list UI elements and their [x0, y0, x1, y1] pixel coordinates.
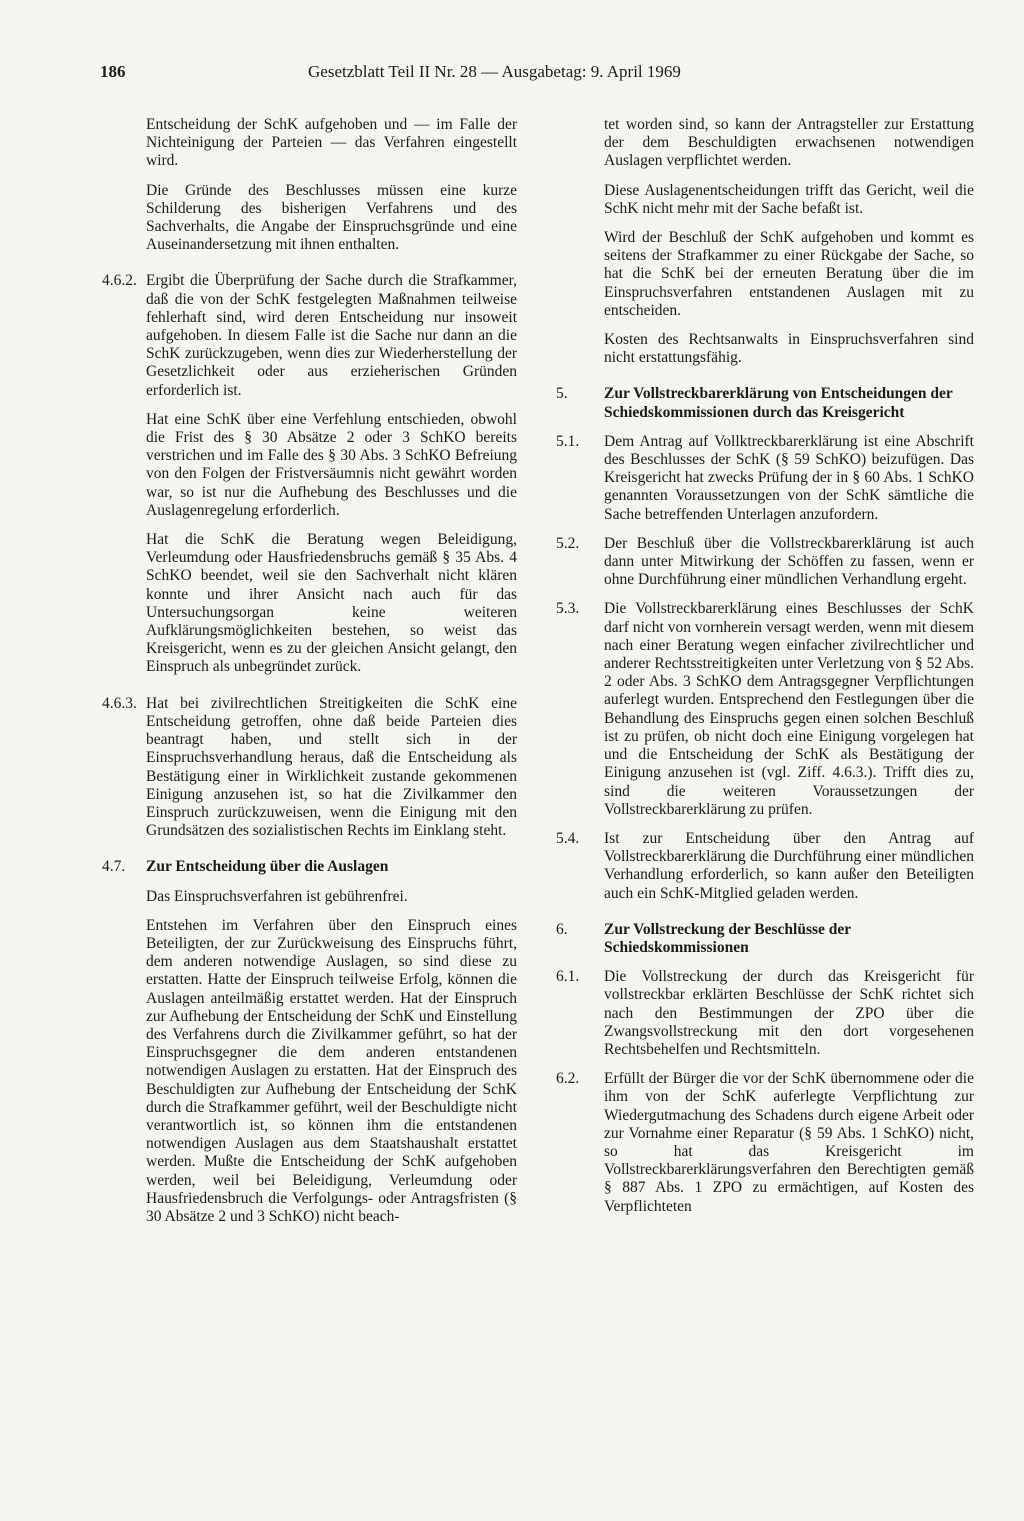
section-heading: Zur Vollstreckbarerklärung von Entscheidungen der Schiedskommissionen durch das Kreisgericht [604, 385, 953, 421]
section-number: 5.2. [556, 534, 580, 552]
section-5-1 [556, 433, 974, 524]
section-6 [556, 921, 974, 957]
paragraph: Entstehen im Verfahren über den Einspruch eines Beteiligten, der zur Zurückweisung des Einspruchs führt, dem anderen notwendige Auslagen, so sind diese zu erstatten. Hatte der Einspruch teilweise Erfolg, können die Auslagen anteilmäßig erstattet werden. Hat der Einspruch zur Aufhebung der Entscheidung der SchK und Einstellung des Verfahrens durch die Zivilkammer geführt, so hat der Einspruchsgegner die dem anderen entstandenen notwendigen Auslagen zu erstatten. Hat der Einspruch des Beschuldigten zur Aufhebung der Entscheidung der SchK durch die Strafkammer geführt, weil der Beschuldigte nicht verantwortlich ist, so können ihm die entstandenen notwendigen Auslagen aus dem Staatshaushalt erstattet werden. Mußte die Entscheidung der SchK aufgehoben werden, weil bei Beleidigung, Verleumdung oder Hausfriedensbruch die Verfolgungs- oder Antragsfristen (§ 30 Absätze 2 und 3 SchKO) nicht beach- [146, 916, 517, 1225]
section-5-4 [556, 830, 974, 903]
gazette-title: Gesetzblatt Teil II Nr. 28 — Ausgabetag: 9. April 1969 [308, 62, 681, 81]
paragraph: Wird der Beschluß der SchK aufgehoben und kommt es seitens der Strafkammer zu einer Rückgabe der Sache, so hat die SchK bei der erneuten Beratung über die im Einspruchsverfahren entstandenen Auslagen mit zu entscheiden. [604, 229, 974, 319]
page-header [100, 62, 780, 82]
paragraph: Entscheidung der SchK aufgehoben und — im Falle der Nichteinigung der Parteien — das Verfahren eingestellt wird. [146, 116, 517, 170]
page-number: 186 [100, 62, 126, 81]
paragraph: Hat bei zivilrechtlichen Streitigkeiten die SchK eine Entscheidung getroffen, ohne daß beide Parteien dies beantragt haben, und stellt sich in der Einspruchsverhandlung heraus, daß die Entscheidung als Bestätigung einer in Wirklichkeit zustande gekommenen Einigung anzusehen ist, so hat die Zivilkammer den Einspruch zurückzuweisen, wenn die Einigung mit den Grundsätzen des sozialistischen Rechts im Einklang steht. [146, 694, 517, 840]
section-number: 6.2. [556, 1070, 580, 1088]
section-4-6-2 [102, 272, 517, 676]
section-4-6-3 [102, 694, 517, 841]
section-number: 5. [556, 385, 568, 403]
paragraph: Ergibt die Überprüfung der Sache durch die Strafkammer, daß die von der SchK festgelegten Maßnahmen teilweise fehlerhaft sind, wird deren Entscheidung nur insoweit aufgehoben. In diesem Falle ist die Sache nur dann an die SchK zurückzugeben, wenn dies zur Wiederherstellung der Gesetzlichkeit oder aus erzieherischen Gründen erforderlich ist. [146, 272, 517, 399]
section-number: 5.1. [556, 432, 580, 450]
section-heading: Zur Vollstreckung der Beschlüsse der Schiedskommissionen [604, 920, 851, 956]
section-number: 6. [556, 920, 568, 938]
section-number: 6.1. [556, 968, 580, 986]
paragraph: Diese Auslagenentscheidungen trifft das Gericht, weil die SchK nicht mehr mit der Sache befaßt ist. [604, 181, 974, 217]
paragraph: tet worden sind, so kann der Antragsteller zur Erstattung der dem Beschuldigten erwachsenen notwendigen Auslagen verpflichtet werden. [604, 116, 974, 170]
left-column [102, 116, 517, 1237]
paragraph: Die Gründe des Beschlusses müssen eine kurze Schilderung des bisherigen Verfahrens und des Sachverhalts, die Angabe der Einspruchsgründe und eine Auseinandersetzung mit ihnen enthalten. [146, 181, 517, 254]
section-heading: Zur Entscheidung über die Auslagen [146, 858, 389, 876]
section-number: 4.6.2. [102, 272, 137, 290]
section-6-2 [556, 1070, 974, 1216]
paragraph: Das Einspruchsverfahren ist gebührenfrei. [146, 887, 408, 905]
section-number: 4.7. [102, 858, 126, 876]
section-6-1 [556, 968, 974, 1059]
paragraph: Dem Antrag auf Vollktreckbarerklärung ist eine Abschrift des Beschlusses der SchK (§ 59 SchKO) beizufügen. Das Kreisgericht hat zwecks Prüfung der in § 60 Abs. 1 SchKO genannten Voraussetzungen von der SchK sämtliche die Sache betreffenden Unterlagen anzufordern. [604, 432, 974, 523]
paragraph: Die Vollstreckbarerklärung eines Beschlusses der SchK darf nicht von vornherein versagt werden, wenn mit diesem nach einer Beratung wegen einfacher zivilrechtlicher und anderer Rechtsstreitigkeiten unter Verletzung von § 52 Abs. 2 oder Abs. 3 SchKO dem Antragsgegner Verpflichtungen auferlegt wurden. Entsprechend den Festlegungen über die Behandlung des Einspruchs gegen einen solchen Beschluß ist zu prüfen, ob nicht doch eine Einigung vorgelegen hat und die Entscheidung der SchK als Bestätigung der Einigung anzusehen ist (vgl. Ziff. 4.6.3.). Trifft dies zu, sind die weiteren Voraussetzungen der Vollstreckbarerklärung zu prüfen. [604, 600, 974, 818]
section-5-2 [556, 535, 974, 590]
paragraph: Hat eine SchK über eine Verfehlung entschieden, obwohl die Frist des § 30 Absätze 2 oder 3 SchKO bereits verstrichen und im Falle des § 30 Abs. 3 SchKO Befreiung von den Folgen der Fristversäumnis nicht gewährt worden war, so ist nur die Aufhebung des Beschlusses und die Auslagenregelung erforderlich. [146, 410, 517, 519]
section-number: 5.3. [556, 600, 580, 618]
section-5-3 [556, 600, 974, 818]
paragraph: Die Vollstreckung der durch das Kreisgericht für vollstreckbar erklärten Beschlüsse der SchK richtet sich nach den Bestimmungen der ZPO über die Zwangsvollstreckung mit den dort vorgesehenen Rechtsbehelfen und Rechtsmitteln. [604, 968, 974, 1058]
paragraph: Erfüllt der Bürger die vor der SchK übernommene oder die ihm von der SchK auferlegte Verpflichtung zur Wiedergutmachung des Schadens durch eigene Arbeit oder zur Vornahme einer Reparatur (§ 59 Abs. 1 SchKO) nicht, so hat das Kreisgericht im Vollstreckbarerklärungsverfahren den Berechtigten gemäß § 887 Abs. 1 ZPO zu ermächtigen, auf Kosten des Verpflichteten [604, 1070, 974, 1215]
section-number: 4.6.3. [102, 694, 137, 712]
paragraph: Hat die SchK die Beratung wegen Beleidigung, Verleumdung oder Hausfriedensbruchs gemäß § 35 Abs. 4 SchKO beendet, weil sie den Sachverhalt nicht klären konnte und ihrer Ansicht nach auch für das Untersuchungsorgan keine weiteren Aufklärungsmöglichkeiten bestehen, so weist das Kreisgericht, wenn es zu der gleichen Ansicht gelangt, den Einspruch als unbegründet zurück. [146, 531, 517, 676]
section-5 [556, 385, 974, 421]
right-column [556, 116, 974, 1227]
continuation-block [556, 116, 974, 367]
paragraph: Ist zur Entscheidung über den Antrag auf Vollstreckbarerklärung die Durchführung einer mündlichen Verhandlung erforderlich, so kann außer den Beteiligten auch ein SchK-Mitglied geladen werden. [604, 829, 974, 902]
continuation-block [105, 116, 517, 254]
section-number: 5.4. [556, 829, 580, 847]
paragraph: Kosten des Rechtsanwalts in Einspruchsverfahren sind nicht erstattungsfähig. [604, 331, 974, 367]
paragraph: Der Beschluß über die Vollstreckbarerklärung ist auch dann unter Mitwirkung der Schöffen zu fassen, wenn er ohne Durchführung einer mündlichen Verhandlung ergeht. [604, 534, 974, 589]
section-4-7 [102, 858, 517, 1226]
